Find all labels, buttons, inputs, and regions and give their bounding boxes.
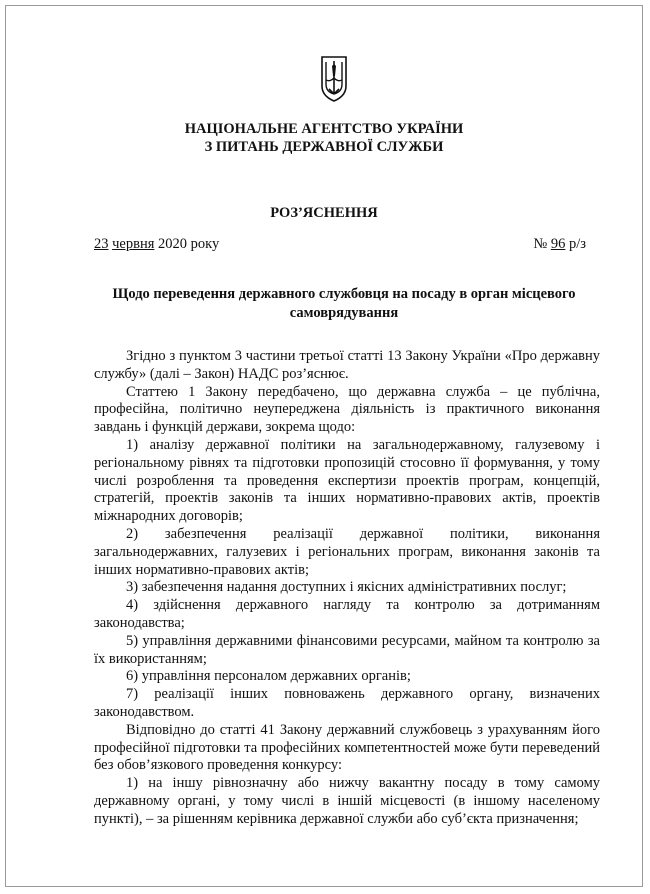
agency-name-line2: З ПИТАНЬ ДЕРЖАВНОЇ СЛУЖБИ: [204, 139, 444, 155]
agency-name-line1: НАЦІОНАЛЬНЕ АГЕНТСТВО УКРАЇНИ: [184, 121, 464, 137]
coat-of-arms-icon: [320, 56, 348, 102]
paragraph: 2) забезпечення реалізації державної політики, виконання загальнодержавних, галузевих і регіональних програм, виконання законів та інших нормативно-правових актів;: [94, 525, 600, 578]
paragraph: Статтею 1 Закону передбачено, що державна служба – це публічна, професійна, політично неупереджена діяльність із практичного виконання завдань і функцій держави, зокрема щодо:: [94, 383, 600, 436]
paragraph: 6) управління персоналом державних органів;: [126, 668, 411, 685]
paragraph: 3) забезпечення надання доступних і якісних адміністративних послуг;: [126, 579, 567, 596]
document-title: РОЗ’ЯСНЕННЯ: [270, 205, 378, 221]
paragraph: Згідно з пунктом 3 частини третьої статті 13 Закону України «Про державну службу» (далі – Закон) НАДС роз’яснює.: [94, 348, 600, 382]
paragraph: Відповідно до статті 41 Закону державний службовець з урахуванням його професійної підготовки та професійних компетентностей може бути переведений без обов’язкового проведення конкурсу:: [94, 721, 600, 774]
paragraph: 7) реалізації інших повноважень державного органу, визначених законодавством.: [94, 686, 600, 720]
number-suffix: р/з: [568, 236, 586, 252]
number-prefix: №: [533, 236, 548, 252]
paragraph: 1) на іншу рівнозначну або нижчу вакантну посаду в тому самому державному органі, у тому числі в іншій місцевості (в іншому населеному пункті), – за рішенням керівника державної служби або суб’єкта призначення;: [94, 775, 600, 827]
date-month: червня: [112, 236, 155, 252]
document-subject: Щодо переведення державного службовця на посаду в орган місцевого самоврядування: [112, 286, 576, 321]
document-number: [533, 236, 586, 253]
document-date: [94, 236, 219, 253]
paragraph: 1) аналізу державної політики на загальнодержавному, галузевому і регіональному рівнях та підготовки пропозицій стосовно її формування, у тому числі розроблення та проведення експертизи проектів програм, концепцій, стратегій, проектів законів та інших нормативно-правових актів, проектів міжнародних договорів;: [94, 436, 600, 525]
date-year: 2020 року: [158, 236, 220, 252]
date-day: 23: [94, 236, 109, 252]
paragraph: 4) здійснення державного нагляду та контролю за дотриманням законодавства;: [94, 597, 600, 631]
paragraph: 5) управління державними фінансовими ресурсами, майном та контролю за їх використанням;: [94, 632, 600, 667]
document-body: [94, 348, 600, 829]
number-value: 96: [550, 236, 566, 252]
document-page: [5, 5, 643, 887]
